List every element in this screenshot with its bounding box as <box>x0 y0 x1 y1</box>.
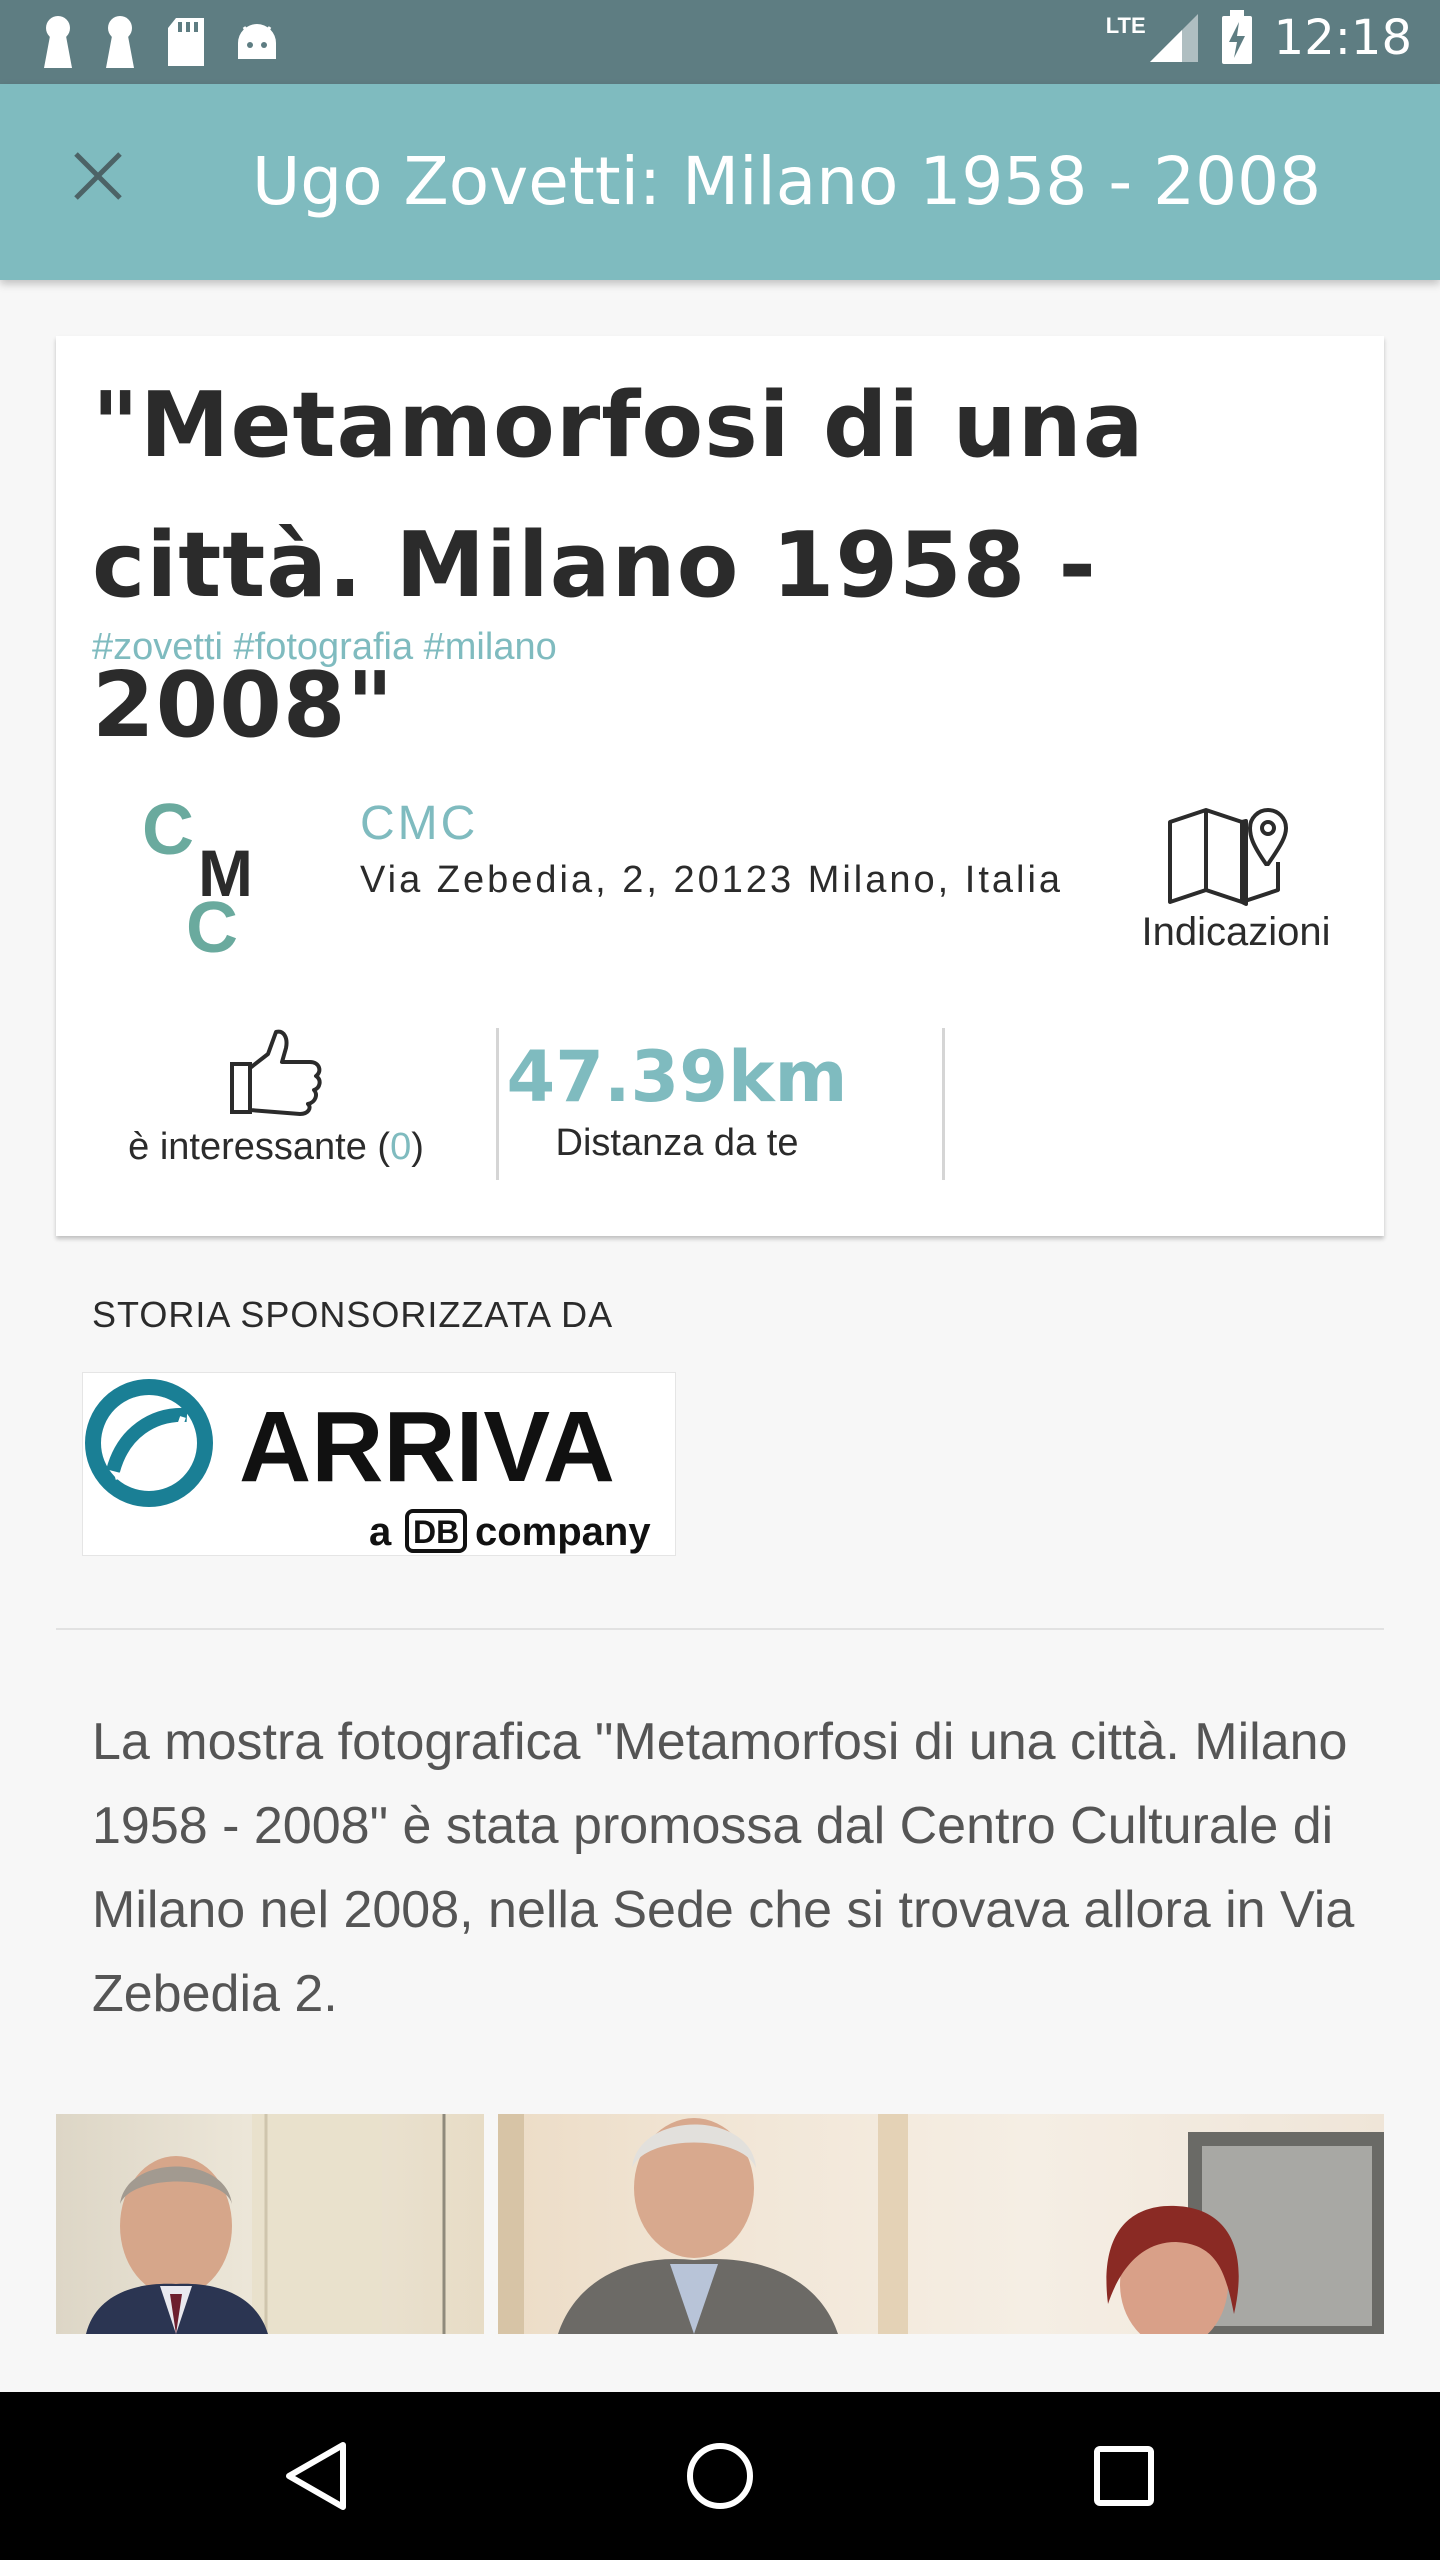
like-button[interactable] <box>96 1026 456 1176</box>
distance-value: 47.39km <box>506 1036 848 1118</box>
recents-icon <box>1092 2444 1156 2508</box>
android-icon <box>234 19 280 65</box>
story-description: La mostra fotografica "Metamorfosi di una città. Milano 1958 - 2008" è stata promossa dal Centro Culturale di Milano nel 2008, nella Sede che si trovava allora in Via Zebedia 2. <box>92 1713 1355 2023</box>
people-photo <box>498 2114 1384 2334</box>
status-bar-notifications <box>40 14 280 70</box>
home-icon <box>684 2440 756 2512</box>
notification-icon <box>40 14 76 70</box>
gallery-photo[interactable] <box>498 2114 1384 2334</box>
close-button[interactable] <box>52 130 144 222</box>
stats-divider <box>942 1028 945 1180</box>
notification-icon <box>102 14 138 70</box>
signal-icon <box>1148 12 1200 64</box>
back-button[interactable] <box>266 2426 366 2526</box>
directions-label: Indicazioni <box>1141 910 1331 954</box>
network-type: LTE <box>1105 13 1146 38</box>
like-label <box>96 1126 456 1169</box>
svg-text:C: C <box>186 888 238 962</box>
close-icon <box>72 150 124 202</box>
home-button[interactable] <box>670 2426 770 2526</box>
status-bar <box>0 0 1440 84</box>
app-bar <box>0 84 1440 280</box>
battery-charging-icon <box>1220 10 1254 66</box>
arriva-logo <box>83 1373 677 1557</box>
app-bar-title: Ugo Zovetti: Milano 1958 - 2008 <box>252 143 1322 220</box>
directions-button[interactable] <box>1116 792 1356 962</box>
sd-card-icon <box>164 16 208 68</box>
like-count: 0 <box>390 1126 412 1168</box>
sponsor-tagline-db: DB <box>413 1514 460 1550</box>
stats-divider <box>496 1028 499 1180</box>
sponsor-logo[interactable] <box>82 1372 676 1556</box>
sponsor-tagline-company: company <box>475 1510 651 1554</box>
thumbs-up-icon <box>228 1026 324 1116</box>
like-label-suffix: ) <box>411 1126 424 1168</box>
venue-name[interactable]: CMC <box>360 797 479 850</box>
section-divider <box>56 1628 1384 1630</box>
recents-button[interactable] <box>1074 2426 1174 2526</box>
navigation-bar <box>0 2392 1440 2560</box>
back-icon <box>281 2439 351 2513</box>
status-bar-system <box>1106 10 1412 66</box>
story-card <box>56 336 1384 1236</box>
story-title: "Metamorfosi di una città. Milano 1958 - 2008" <box>92 373 1145 758</box>
person-photo <box>56 2114 484 2334</box>
sponsor-tagline-a: a <box>369 1510 392 1554</box>
svg-text:C: C <box>142 792 194 870</box>
status-time: 12:18 <box>1273 10 1412 66</box>
gallery-photo[interactable] <box>56 2114 484 2334</box>
venue-logo <box>142 792 292 962</box>
svg-text:M: M <box>198 836 253 910</box>
distance-label: Distanza da te <box>555 1122 799 1164</box>
sponsor-heading: STORIA SPONSORIZZATA DA <box>92 1294 614 1335</box>
distance-stat <box>502 1036 852 1165</box>
like-label-prefix: è interessante ( <box>128 1126 391 1168</box>
story-tags[interactable]: #zovetti #fotografia #milano <box>92 626 557 668</box>
map-pin-icon <box>1166 792 1296 908</box>
sponsor-name: ARRIVA <box>239 1391 615 1503</box>
venue-address: Via Zebedia, 2, 20123 Milano, Italia <box>360 859 1064 901</box>
